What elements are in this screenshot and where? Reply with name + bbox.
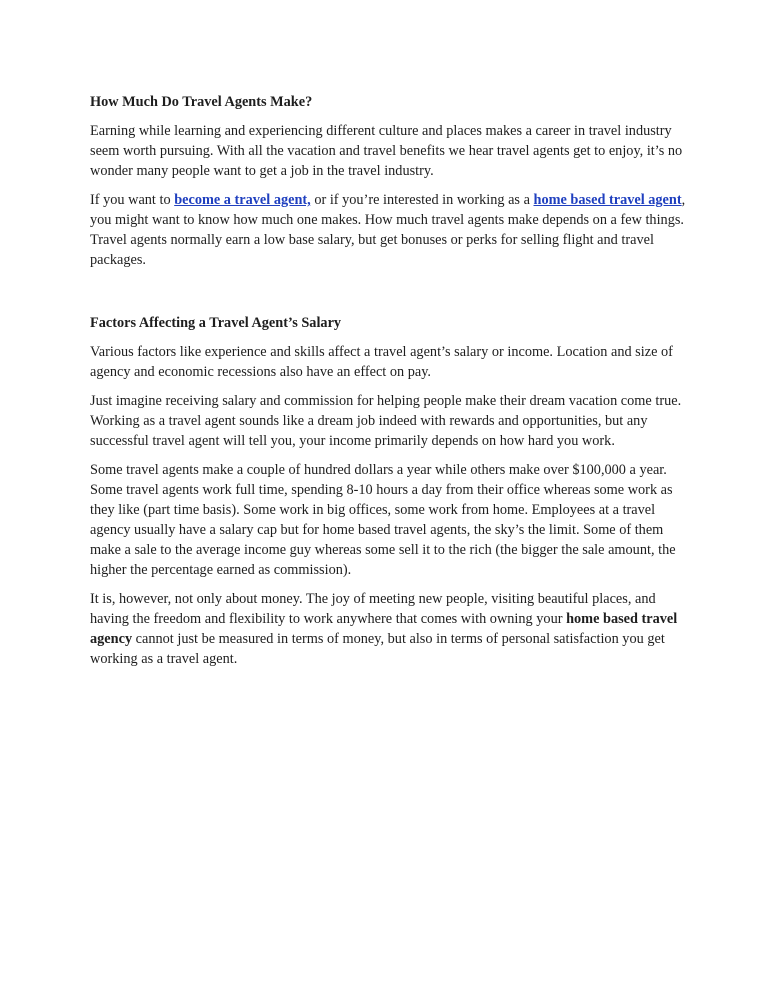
page-title: How Much Do Travel Agents Make? [90, 94, 313, 110]
factors-paragraph: Various factors like experience and skills affect a travel agent’s salary or income. Location and size of agency and economic recessions also have an effect on pay. [90, 344, 673, 380]
paragraph-text: cannot just be measured in terms of money, but also in terms of personal satisfaction you get working as a travel agent. [90, 631, 665, 667]
income-range-paragraph: Some travel agents make a couple of hundred dollars a year while others make over $100,000 a year. Some travel agents work full time, spending 8-10 hours a day from their office whereas some work as they like (part time basis). Some work in big offices, some work from home. Employees at a travel agency usually have a salary cap but for home based travel agents, the sky’s the limit. Some of them make a sale to the average income guy whereas some sell it to the rich (the bigger the sale amount, the higher the percentage earned as commission). [90, 462, 676, 578]
paragraph-text: or if you’re interested in working as a [310, 192, 534, 208]
paragraph-text: , you might want to know how much one makes. How much travel agents make depends on a few things. Travel agents normally earn a low base salary, but get bonuses or perks for selling flight and travel packages. [90, 192, 686, 268]
home-based-travel-agent-link[interactable]: home based travel agent [533, 192, 682, 208]
paragraph-text: If you want to [90, 192, 175, 208]
become-agent-paragraph [90, 190, 686, 270]
become-travel-agent-link[interactable]: become a travel agent, [174, 192, 311, 208]
home-based-travel-agency-bold: home based travel agency [90, 611, 678, 647]
paragraph-text: It is, however, not only about money. The joy of meeting new people, visiting beautiful places, and having the freedom and flexibility to work anywhere that comes with owning your [90, 591, 656, 627]
dream-job-paragraph: Just imagine receiving salary and commission for helping people make their dream vacation come true. Working as a travel agent sounds like a dream job indeed with rewards and opportunities, but any successful travel agent will tell you, your income primarily depends on how hard you work. [90, 393, 682, 449]
section-heading: Factors Affecting a Travel Agent’s Salary [90, 315, 342, 331]
intro-paragraph: Earning while learning and experiencing different culture and places makes a career in travel industry seem worth pursuing. With all the vacation and travel benefits we hear travel agents get to enjoy, it’s no wonder many people want to get a job in the travel industry. [90, 123, 683, 179]
not-only-money-paragraph [90, 589, 686, 669]
